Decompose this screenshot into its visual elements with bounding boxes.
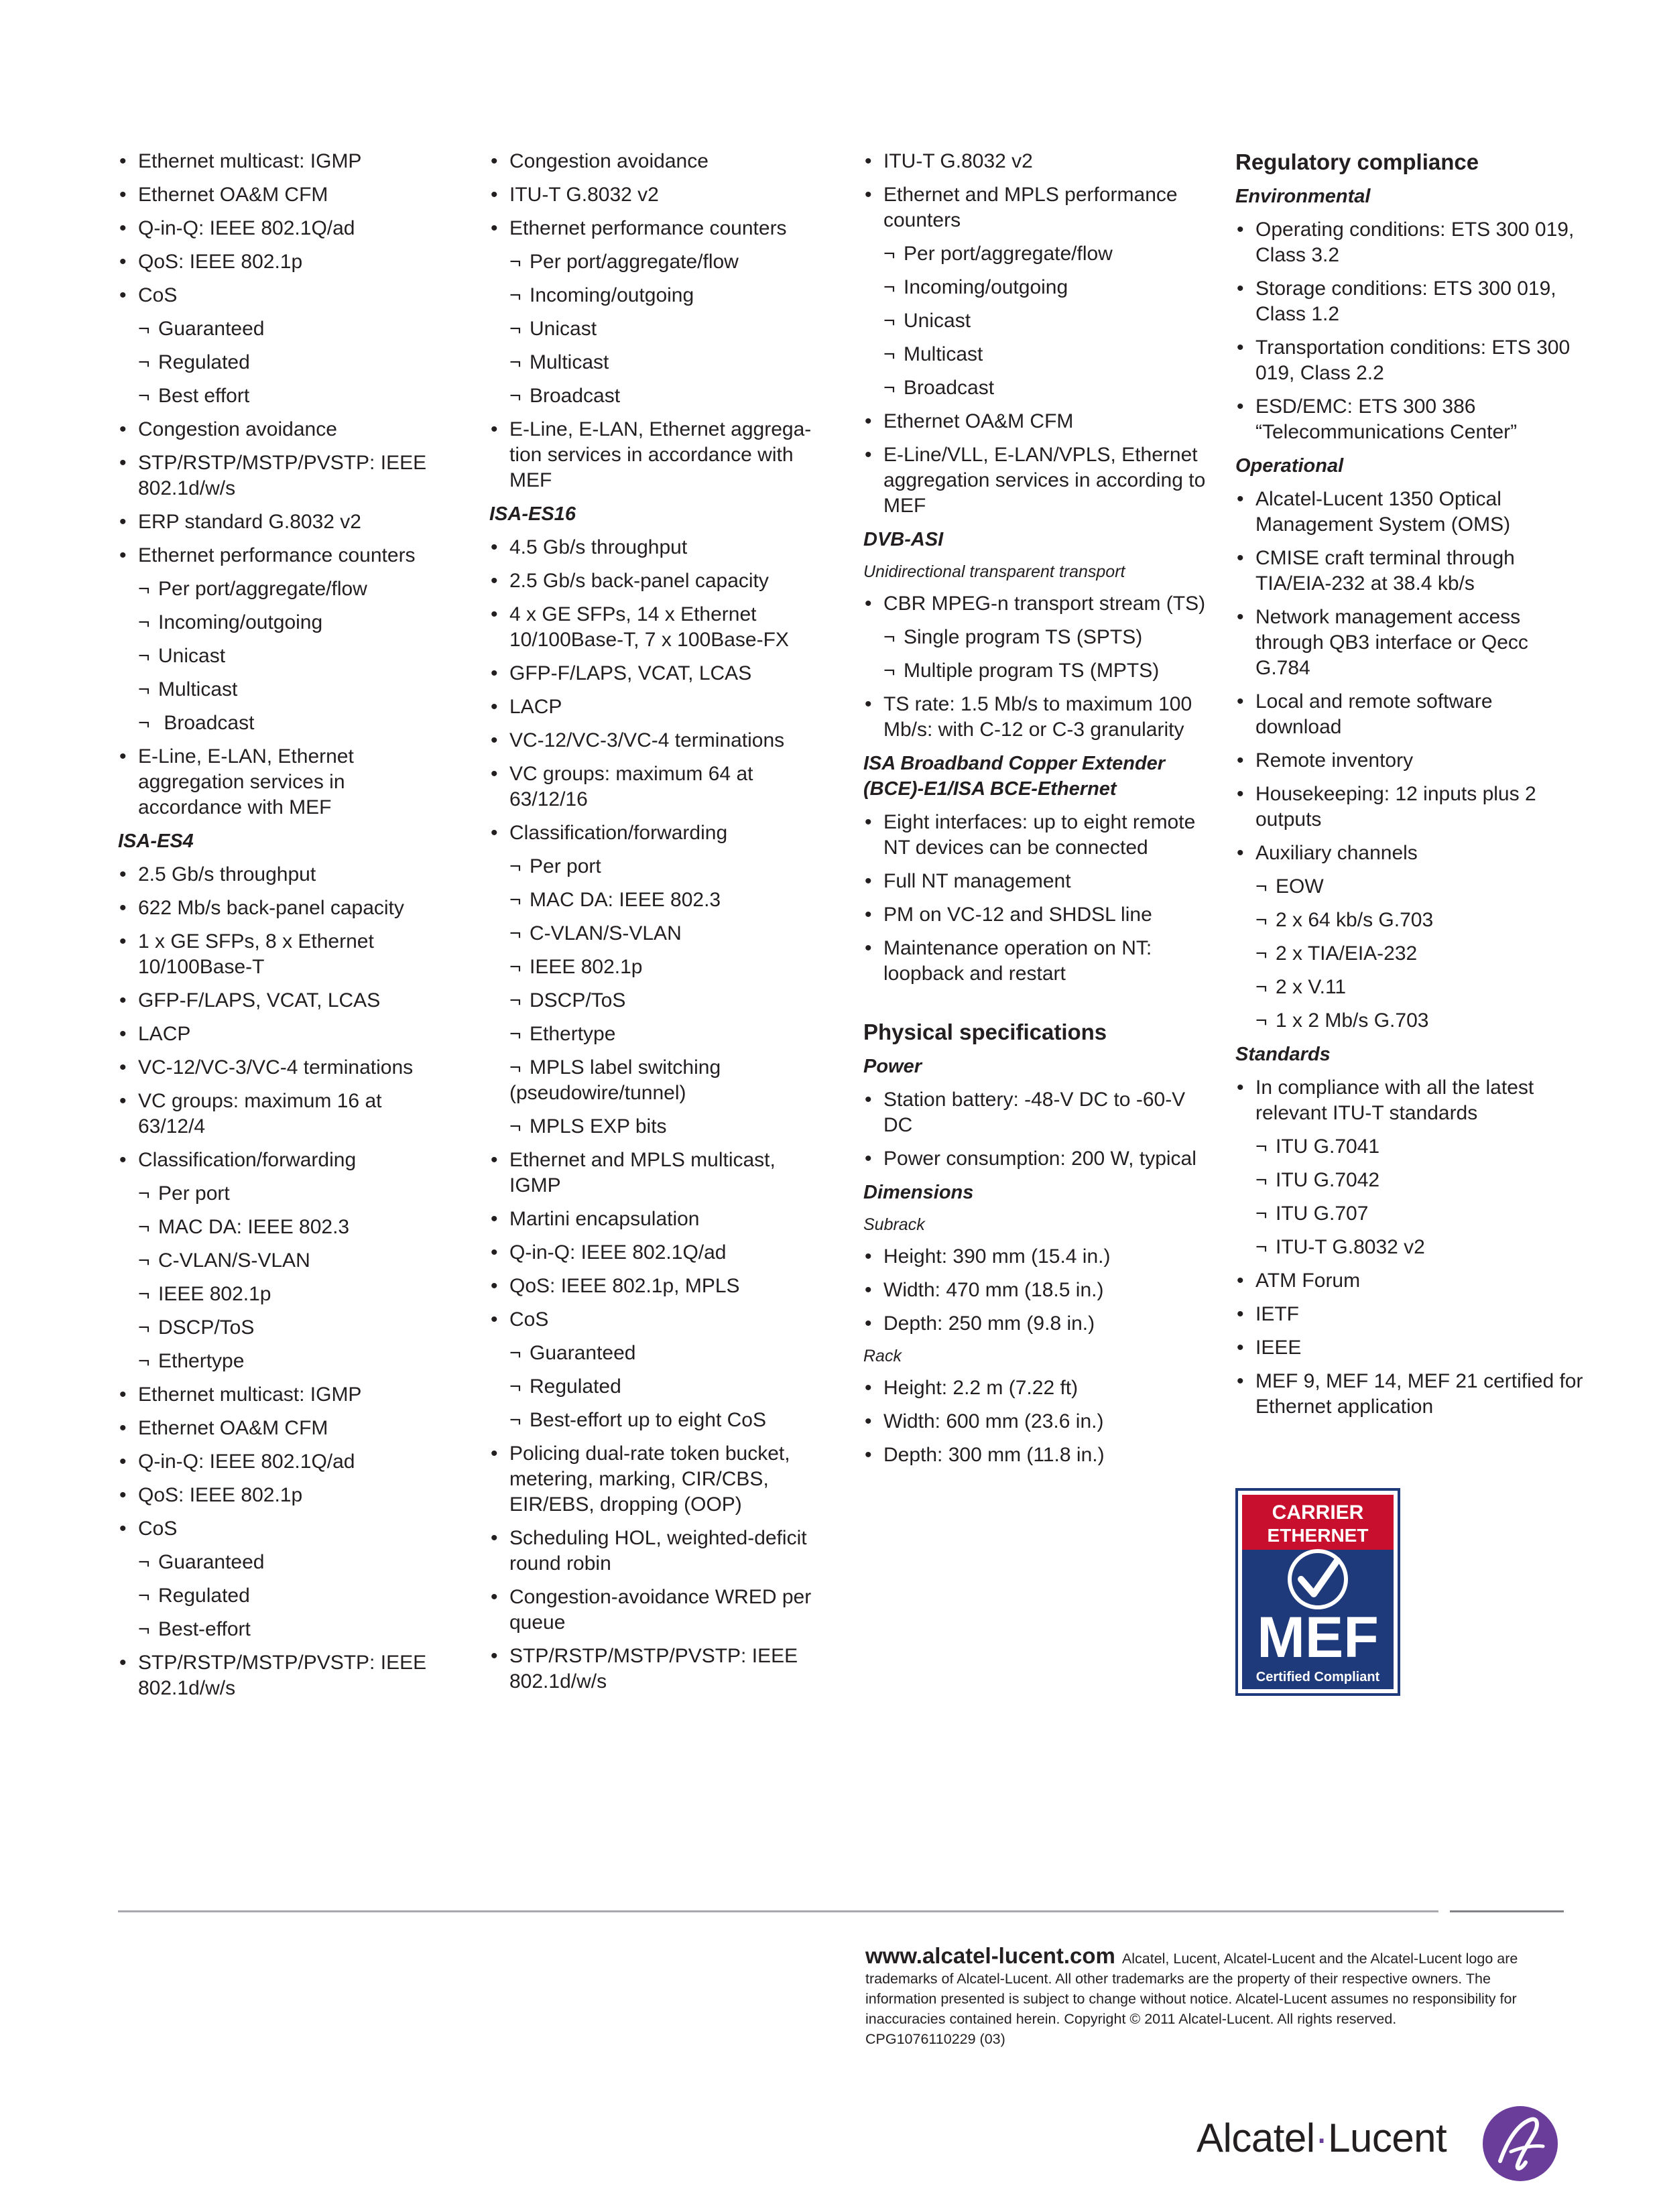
sub-list-item (489, 1341, 831, 1366)
list-item: • Q-in-Q: IEEE 802.1Q/ad (118, 216, 453, 241)
negation-mark: ¬ (138, 1350, 150, 1372)
list-item: • Height: 2.2 m (7.22 ft) (863, 1375, 1212, 1401)
list-item: • Eight interfaces: up to eight remote NT devices can be connected (863, 810, 1212, 861)
list-item: • Congestion avoidance (489, 149, 831, 174)
sub-list-item-text: Unicast (530, 318, 597, 340)
negation-mark: ¬ (138, 678, 150, 700)
list-item: • VC groups: maximum 16 at 63/12/4 (118, 1089, 453, 1140)
subsection-heading: DVB-ASI (863, 529, 944, 550)
sub-list-item (489, 316, 831, 342)
list-item: • E-Line, E-LAN, Ethernet aggregation services in accordance with MEF (118, 744, 453, 820)
sub-list-item (118, 316, 453, 342)
negation-mark: ¬ (1255, 875, 1268, 898)
negation-mark: ¬ (138, 1182, 150, 1205)
list-item: • CoS (118, 1516, 453, 1542)
sub-list-item (489, 921, 831, 946)
sub-list-item-text: Per port (158, 1182, 230, 1205)
list-item: • 4.5 Gb/s throughput (489, 535, 831, 560)
sub-list-item-text: Multicast (158, 678, 238, 700)
subsection-heading: Standards (1235, 1044, 1331, 1065)
list-item: • Remote inventory (1235, 748, 1584, 774)
list-item: • Martini encapsulation (489, 1207, 831, 1232)
sub-list-item-text: Best-effort up to eight CoS (530, 1409, 766, 1431)
list-item: • GFP-F/LAPS, VCAT, LCAS (489, 661, 831, 686)
sub-list-item-text: Per port/aggregate/flow (158, 578, 367, 600)
list-item: • 2.5 Gb/s back-panel capacity (489, 568, 831, 594)
list-item: • Ethernet performance counters (118, 543, 453, 568)
sub-list-item (863, 375, 1212, 401)
sub-list-item (118, 610, 453, 635)
column-1 (118, 149, 453, 1709)
negation-mark: ¬ (509, 956, 521, 978)
list-item: • STP/RSTP/MSTP/PVSTP: IEEE 802.1d/w/s (489, 1644, 831, 1695)
sub-list-item-text: Multicast (904, 343, 983, 365)
sub-list-item-text: 1 x 2 Mb/s G.703 (1276, 1009, 1429, 1032)
sub-list-item (1235, 1201, 1584, 1227)
sub-list-item-text: ITU G.707 (1276, 1203, 1369, 1225)
list-item: • Ethernet multicast: IGMP (118, 1382, 453, 1408)
sub-list-item (489, 1408, 831, 1433)
sub-list-item (118, 711, 453, 736)
negation-mark: ¬ (138, 1618, 150, 1640)
negation-mark: ¬ (883, 626, 896, 648)
negation-mark: ¬ (883, 660, 896, 682)
sub-list-item-text: Ethertype (530, 1023, 616, 1045)
negation-mark: ¬ (138, 351, 150, 373)
sub-list-item (489, 1114, 831, 1140)
negation-mark: ¬ (1255, 1203, 1268, 1225)
sub-list-item (863, 625, 1212, 650)
list-item: • Classification/forwarding (118, 1148, 453, 1173)
sub-list-item (489, 1374, 831, 1400)
sub-list-item-text: IEEE 802.1p (158, 1283, 271, 1305)
sub-list-item (489, 1022, 831, 1047)
list-item: • Local and remote software download (1235, 689, 1584, 740)
negation-mark: ¬ (509, 351, 521, 373)
list-item: • 1 x GE SFPs, 8 x Ethernet 10/100Base-T (118, 929, 453, 980)
list-item: • ITU-T G.8032 v2 (489, 182, 831, 208)
list-item: • STP/RSTP/MSTP/PVSTP: IEEE 802.1d/w/s (118, 1650, 453, 1701)
sub-list-item (489, 249, 831, 275)
negation-mark: ¬ (883, 377, 896, 399)
list-item: • LACP (118, 1022, 453, 1047)
sub-list-item-text: Unicast (904, 310, 971, 332)
list-item: • MEF 9, MEF 14, MEF 21 certified for Ethernet application (1235, 1369, 1584, 1420)
sub-list-item-text: Guaranteed (530, 1342, 636, 1364)
negation-mark: ¬ (883, 343, 896, 365)
negation-mark: ¬ (509, 284, 521, 306)
negation-mark: ¬ (138, 1585, 150, 1607)
list-item: • ESD/EMC: ETS 300 386 “Telecommunications Center” (1235, 394, 1584, 445)
alcatel-lucent-swirl-icon (1481, 2105, 1559, 2183)
list-item: • Depth: 300 mm (11.8 in.) (863, 1442, 1212, 1468)
list-item: • Width: 600 mm (23.6 in.) (863, 1409, 1212, 1434)
list-item: • Ethernet OA&M CFM (863, 409, 1212, 434)
negation-mark: ¬ (138, 712, 150, 734)
brand-separator: · (1314, 2115, 1329, 2160)
list-item: • Ethernet performance counters (489, 216, 831, 241)
list-item: • IEEE (1235, 1335, 1584, 1361)
negation-mark: ¬ (138, 318, 150, 340)
list-item: • Maintenance operation on NT: loopback and restart (863, 936, 1212, 987)
list-item: • Policing dual-rate token bucket, metering, marking, CIR/CBS, EIR/EBS, dropping (OOP) (489, 1441, 831, 1518)
brand-name-left: Alcatel (1196, 2115, 1315, 2160)
mef-certified-badge (1235, 1488, 1400, 1696)
list-item: • Ethernet multicast: IGMP (118, 149, 453, 174)
sub-list-item (118, 1550, 453, 1575)
sub-list-item (1235, 975, 1584, 1000)
list-item: • E-Line/VLL, E-LAN/VPLS, Ethernet aggregation services in according to MEF (863, 442, 1212, 519)
footer-rule-left (118, 1910, 1438, 1912)
negation-mark: ¬ (1255, 1009, 1268, 1032)
minor-heading: Unidirectional transparent transport (863, 562, 1125, 581)
section-title: Regulatory compliance (1235, 149, 1479, 174)
list-item: • Station battery: -48-V DC to -60-V DC (863, 1087, 1212, 1138)
negation-mark: ¬ (138, 1283, 150, 1305)
list-item: • Power consumption: 200 W, typical (863, 1146, 1212, 1172)
negation-mark: ¬ (138, 1249, 150, 1272)
sub-list-item-text: Unicast (158, 645, 226, 667)
sub-list-item (1235, 874, 1584, 900)
sub-list-item-text: Per port (530, 855, 601, 877)
list-item: • E-Line, E-LAN, Ethernet aggrega-tion services in accordance with MEF (489, 417, 831, 493)
document-code: CPG1076110229 (03) (865, 2031, 1005, 2047)
list-item: • ATM Forum (1235, 1268, 1584, 1294)
sub-list-item-text: DSCP/ToS (158, 1316, 255, 1339)
list-item: • QoS: IEEE 802.1p (118, 1483, 453, 1508)
sub-list-item-text: Guaranteed (158, 1551, 265, 1573)
negation-mark: ¬ (138, 1316, 150, 1339)
negation-mark: ¬ (1255, 1236, 1268, 1258)
sub-list-item-text: 2 x V.11 (1276, 976, 1347, 998)
mef-badge-caption: Certified Compliant (1255, 1670, 1380, 1684)
sub-list-item-text: Incoming/outgoing (158, 611, 323, 633)
sub-list-item (863, 275, 1212, 300)
list-item: • Height: 390 mm (15.4 in.) (863, 1244, 1212, 1270)
negation-mark: ¬ (138, 578, 150, 600)
list-item: • Depth: 250 mm (9.8 in.) (863, 1311, 1212, 1337)
sub-list-item (489, 988, 831, 1013)
sub-list-item (1235, 1168, 1584, 1193)
sub-list-item (863, 241, 1212, 267)
negation-mark: ¬ (509, 989, 521, 1011)
sub-list-item (489, 1055, 831, 1106)
subsection-heading: Environmental (1235, 186, 1371, 207)
sub-list-item-text: Ethertype (158, 1350, 245, 1372)
list-item: • CMISE craft terminal through TIA/EIA-232 at 38.4 kb/s (1235, 546, 1584, 597)
sub-list-item (118, 1282, 453, 1307)
list-item: • Q-in-Q: IEEE 802.1Q/ad (118, 1449, 453, 1475)
negation-mark: ¬ (138, 611, 150, 633)
negation-mark: ¬ (138, 1216, 150, 1238)
mef-badge-line2: ETHERNET (1267, 1525, 1369, 1546)
negation-mark: ¬ (509, 855, 521, 877)
subsection-heading: ISA-ES16 (489, 503, 576, 525)
sub-list-item-text: ITU G.7041 (1276, 1135, 1380, 1158)
sub-list-item-text: Broadcast (530, 385, 621, 407)
negation-mark: ¬ (509, 1023, 521, 1045)
sub-list-item-text: Per port/aggregate/flow (530, 251, 739, 273)
sub-list-item (1235, 908, 1584, 933)
sub-list-item (118, 576, 453, 602)
sub-list-item (1235, 941, 1584, 967)
sub-list-item-text: MPLS label switching (pseudowire/tunnel) (509, 1056, 721, 1104)
negation-mark: ¬ (509, 1375, 521, 1398)
list-item: • Ethernet OA&M CFM (118, 1416, 453, 1441)
list-item: • Classification/forwarding (489, 820, 831, 846)
list-item: • VC-12/VC-3/VC-4 terminations (489, 728, 831, 753)
sub-list-item (863, 658, 1212, 684)
sub-list-item-text: Single program TS (SPTS) (904, 626, 1143, 648)
subsection-heading: Operational (1235, 455, 1344, 477)
sub-list-item-text: MAC DA: IEEE 802.3 (158, 1216, 350, 1238)
list-item: • TS rate: 1.5 Mb/s to maximum 100 Mb/s: with C-12 or C-3 granularity (863, 692, 1212, 743)
sub-list-item-text: Best effort (158, 385, 250, 407)
list-item: • Full NT management (863, 869, 1212, 894)
sub-list-item (118, 677, 453, 702)
minor-heading: Rack (863, 1347, 902, 1365)
negation-mark: ¬ (509, 922, 521, 944)
list-item: • CoS (489, 1307, 831, 1333)
negation-mark: ¬ (1255, 1169, 1268, 1191)
negation-mark: ¬ (509, 1409, 521, 1431)
negation-mark: ¬ (1255, 976, 1268, 998)
sub-list-item-text: C-VLAN/S-VLAN (158, 1249, 310, 1272)
sub-list-item-text: C-VLAN/S-VLAN (530, 922, 682, 944)
brand-wordmark (1196, 2115, 1447, 2162)
sub-list-item-text: Guaranteed (158, 318, 265, 340)
subsection-heading: Dimensions (863, 1182, 974, 1203)
sub-list-item-text: ITU-T G.8032 v2 (1276, 1236, 1425, 1258)
section-title: Physical specifications (863, 1020, 1107, 1044)
negation-mark: ¬ (138, 1551, 150, 1573)
list-item: • ITU-T G.8032 v2 (863, 149, 1212, 174)
sub-list-item (1235, 1008, 1584, 1034)
sub-list-item (489, 955, 831, 980)
sub-list-item (118, 1181, 453, 1207)
list-item: • VC groups: maximum 64 at 63/12/16 (489, 761, 831, 812)
list-item: • Scheduling HOL, weighted-deficit round robin (489, 1526, 831, 1577)
list-item: • STP/RSTP/MSTP/PVSTP: IEEE 802.1d/w/s (118, 450, 453, 501)
sub-list-item (118, 1583, 453, 1609)
sub-list-item-text: Regulated (530, 1375, 621, 1398)
spacer (863, 995, 1212, 1019)
list-item: • Housekeeping: 12 inputs plus 2 outputs (1235, 782, 1584, 833)
negation-mark: ¬ (138, 645, 150, 667)
sub-list-item (118, 1315, 453, 1341)
list-item: • CBR MPEG-n transport stream (TS) (863, 591, 1212, 617)
list-item: • 4 x GE SFPs, 14 x Ethernet 10/100Base-T, 7 x 100Base-FX (489, 602, 831, 653)
mef-badge-logo: MEF (1257, 1605, 1379, 1670)
list-item: • Ethernet and MPLS multicast, IGMP (489, 1148, 831, 1199)
sub-list-item-text: Multiple program TS (MPTS) (904, 660, 1160, 682)
sub-list-item-text: 2 x TIA/EIA-232 (1276, 942, 1418, 965)
list-item: • GFP-F/LAPS, VCAT, LCAS (118, 988, 453, 1013)
sub-list-item-text: ITU G.7042 (1276, 1169, 1380, 1191)
list-item: • PM on VC-12 and SHDSL line (863, 902, 1212, 928)
list-item: • Network management access through QB3 interface or Qecc G.784 (1235, 605, 1584, 681)
sub-list-item (118, 1617, 453, 1642)
list-item: • CoS (118, 283, 453, 308)
website-link[interactable]: www.alcatel-lucent.com (865, 1943, 1115, 1968)
column-4 (1235, 149, 1584, 1428)
sub-list-item-text: Broadcast (904, 377, 995, 399)
sub-list-item (1235, 1235, 1584, 1260)
sub-list-item-text: MPLS EXP bits (530, 1115, 667, 1138)
list-item: • Operating conditions: ETS 300 019, Class 3.2 (1235, 217, 1584, 268)
sub-list-item (863, 342, 1212, 367)
list-item: • In compliance with all the latest relevant ITU-T standards (1235, 1075, 1584, 1126)
mef-badge-line1: CARRIER (1272, 1501, 1364, 1524)
list-item: • Ethernet and MPLS performance counters (863, 182, 1212, 233)
subsection-heading: ISA-ES4 (118, 831, 194, 852)
list-item: • QoS: IEEE 802.1p (118, 249, 453, 275)
sub-list-item (118, 383, 453, 409)
negation-mark: ¬ (1255, 1135, 1268, 1158)
negation-mark: ¬ (509, 1342, 521, 1364)
legal-text: Alcatel, Lucent, Alcatel-Lucent and the Alcatel-Lucent logo are trademarks of Alcatel-Lucent. All other trademarks are the property of their respective owners. The information presented is subject to change without notice. Alcatel-Lucent assumes no responsibility for inaccuracies contained herein. Copyright © 2011 Alcatel-Lucent. All rights reserved. (865, 1951, 1518, 2027)
list-item: • IETF (1235, 1302, 1584, 1327)
negation-mark: ¬ (509, 251, 521, 273)
negation-mark: ¬ (1255, 909, 1268, 931)
subsection-heading: ISA Broadband Copper Extender (BCE)-E1/ISA BCE-Ethernet (863, 753, 1166, 800)
sub-list-item (118, 643, 453, 669)
list-item: • LACP (489, 694, 831, 720)
sub-list-item (118, 1215, 453, 1240)
sub-list-item (489, 350, 831, 375)
list-item: • Alcatel-Lucent 1350 Optical Management System (OMS) (1235, 487, 1584, 538)
brand-name-right: Lucent (1328, 2115, 1447, 2160)
sub-list-item (863, 308, 1212, 334)
negation-mark: ¬ (509, 1115, 521, 1138)
column-2 (489, 149, 831, 1703)
sub-list-item (1235, 1134, 1584, 1160)
sub-list-item (118, 1248, 453, 1274)
sub-list-item-text: DSCP/ToS (530, 989, 626, 1011)
column-3 (863, 149, 1212, 1476)
negation-mark: ¬ (883, 243, 896, 265)
list-item: • Congestion-avoidance WRED per queue (489, 1585, 831, 1636)
sub-list-item-text: Best-effort (158, 1618, 251, 1640)
sub-list-item-text: Broadcast (158, 712, 255, 734)
sub-list-item-text: EOW (1276, 875, 1324, 898)
negation-mark: ¬ (509, 318, 521, 340)
sub-list-item (489, 283, 831, 308)
footer-legal (865, 1943, 1562, 2049)
list-item: • Storage conditions: ETS 300 019, Class 1.2 (1235, 276, 1584, 327)
list-item: • Q-in-Q: IEEE 802.1Q/ad (489, 1240, 831, 1266)
negation-mark: ¬ (1255, 942, 1268, 965)
sub-list-item-text: IEEE 802.1p (530, 956, 643, 978)
negation-mark: ¬ (509, 385, 521, 407)
sub-list-item (118, 350, 453, 375)
list-item: • VC-12/VC-3/VC-4 terminations (118, 1055, 453, 1081)
negation-mark: ¬ (509, 1056, 521, 1079)
sub-list-item-text: Incoming/outgoing (904, 276, 1068, 298)
sub-list-item-text: Multicast (530, 351, 609, 373)
sub-list-item-text: 2 x 64 kb/s G.703 (1276, 909, 1434, 931)
sub-list-item-text: Incoming/outgoing (530, 284, 694, 306)
list-item: • ERP standard G.8032 v2 (118, 509, 453, 535)
negation-mark: ¬ (509, 889, 521, 911)
list-item: • QoS: IEEE 802.1p, MPLS (489, 1274, 831, 1299)
list-item: • Ethernet OA&M CFM (118, 182, 453, 208)
footer-rule-right (1450, 1910, 1564, 1912)
sub-list-item-text: MAC DA: IEEE 802.3 (530, 889, 721, 911)
list-item: • Auxiliary channels (1235, 841, 1584, 866)
sub-list-item-text: Per port/aggregate/flow (904, 243, 1113, 265)
subsection-heading: Power (863, 1056, 922, 1077)
negation-mark: ¬ (883, 276, 896, 298)
sub-list-item-text: Regulated (158, 351, 250, 373)
sub-list-item (489, 854, 831, 879)
negation-mark: ¬ (883, 310, 896, 332)
list-item: • 622 Mb/s back-panel capacity (118, 896, 453, 921)
negation-mark: ¬ (138, 385, 150, 407)
list-item: • Congestion avoidance (118, 417, 453, 442)
minor-heading: Subrack (863, 1215, 925, 1234)
sub-list-item (489, 383, 831, 409)
list-item: • 2.5 Gb/s throughput (118, 862, 453, 887)
sub-list-item (118, 1349, 453, 1374)
sub-list-item-text: Regulated (158, 1585, 250, 1607)
list-item: • Transportation conditions: ETS 300 019, Class 2.2 (1235, 335, 1584, 386)
sub-list-item (489, 887, 831, 913)
list-item: • Width: 470 mm (18.5 in.) (863, 1278, 1212, 1303)
